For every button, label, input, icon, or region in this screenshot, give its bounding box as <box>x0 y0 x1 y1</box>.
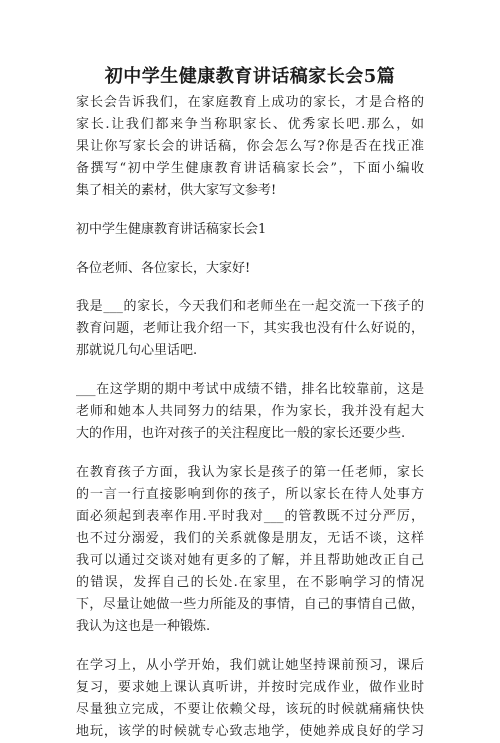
text-line: 的错误，发挥自己的长处.在家里，在不影响学习的情况 <box>76 575 424 591</box>
text-line: 教育问题，老师让我介绍一下，其实我也没有什么好说的， <box>76 321 424 337</box>
paragraph-4 <box>76 655 424 743</box>
text-line: 我认为这也是一种锻炼. <box>76 619 211 635</box>
text-line: 我可以通过交谈对她有更多的了解，并且帮助她改正自己 <box>76 553 424 569</box>
text-line: 大的作用，也许对孩子的关注程度比一般的家长还要少些. <box>76 426 406 442</box>
paragraph-1 <box>76 296 424 362</box>
text-line: 那就说几句心里话吧. <box>76 343 198 359</box>
document-title: 初中学生健康教育讲话稿家长会5篇 <box>104 66 396 87</box>
text-line: 集了相关的素材，供大家写文参考! <box>76 183 277 199</box>
intro-paragraph <box>76 92 424 202</box>
paragraph-2 <box>76 379 424 445</box>
text-line: 的一言一行直接影响到你的孩子，所以家长在待人处事方 <box>76 486 424 502</box>
text-line: 在教育孩子方面，我认为家长是孩子的第一任老师，家长 <box>76 464 424 480</box>
text-line: 老师和她本人共同努力的结果，作为家长，我并没有起大 <box>76 404 424 420</box>
text-line: 下，尽量让她做一些力所能及的事情，自己的事情自己做， <box>76 597 424 613</box>
text-line: 家长.让我们都来争当称职家长、优秀家长吧.那么，如 <box>76 117 424 133</box>
text-line: 地玩，该学的时候就专心致志地学，使她养成良好的学习 <box>76 724 424 740</box>
text-line: ___在这学期的期中考试中成绩不错，排名比较靠前，这是 <box>76 381 424 397</box>
text-line: 备撰写“初中学生健康教育讲话稿家长会”，下面小编收 <box>76 161 424 177</box>
text-line: 面必须起到表率作用.平时我对___的管教既不过分严厉， <box>76 508 424 524</box>
greeting: 各位老师、各位家长，大家好! <box>76 260 251 276</box>
text-line: 也不过分溺爱，我们的关系就像是朋友，无话不谈，这样 <box>76 531 424 546</box>
text-line: 尽量独立完成，不要让依赖父母，该玩的时候就痛痛快快 <box>76 702 424 718</box>
paragraph-3 <box>76 462 424 639</box>
document-body <box>76 92 424 743</box>
text-line: 家长会告诉我们，在家庭教育上成功的家长，才是合格的 <box>76 95 424 110</box>
text-line: 我是___的家长，今天我们和老师坐在一起交流一下孩子的 <box>76 299 424 315</box>
text-line: 在学习上，从小学开始，我们就让她坚持课前预习，课后 <box>76 657 424 673</box>
section-heading: 初中学生健康教育讲话稿家长会1 <box>76 221 267 237</box>
text-line: 复习，要求她上课认真听讲，并按时完成作业，做作业时 <box>76 680 424 696</box>
text-line: 果让你写家长会的讲话稿，你会怎么写?你是否在找正准 <box>76 139 424 155</box>
